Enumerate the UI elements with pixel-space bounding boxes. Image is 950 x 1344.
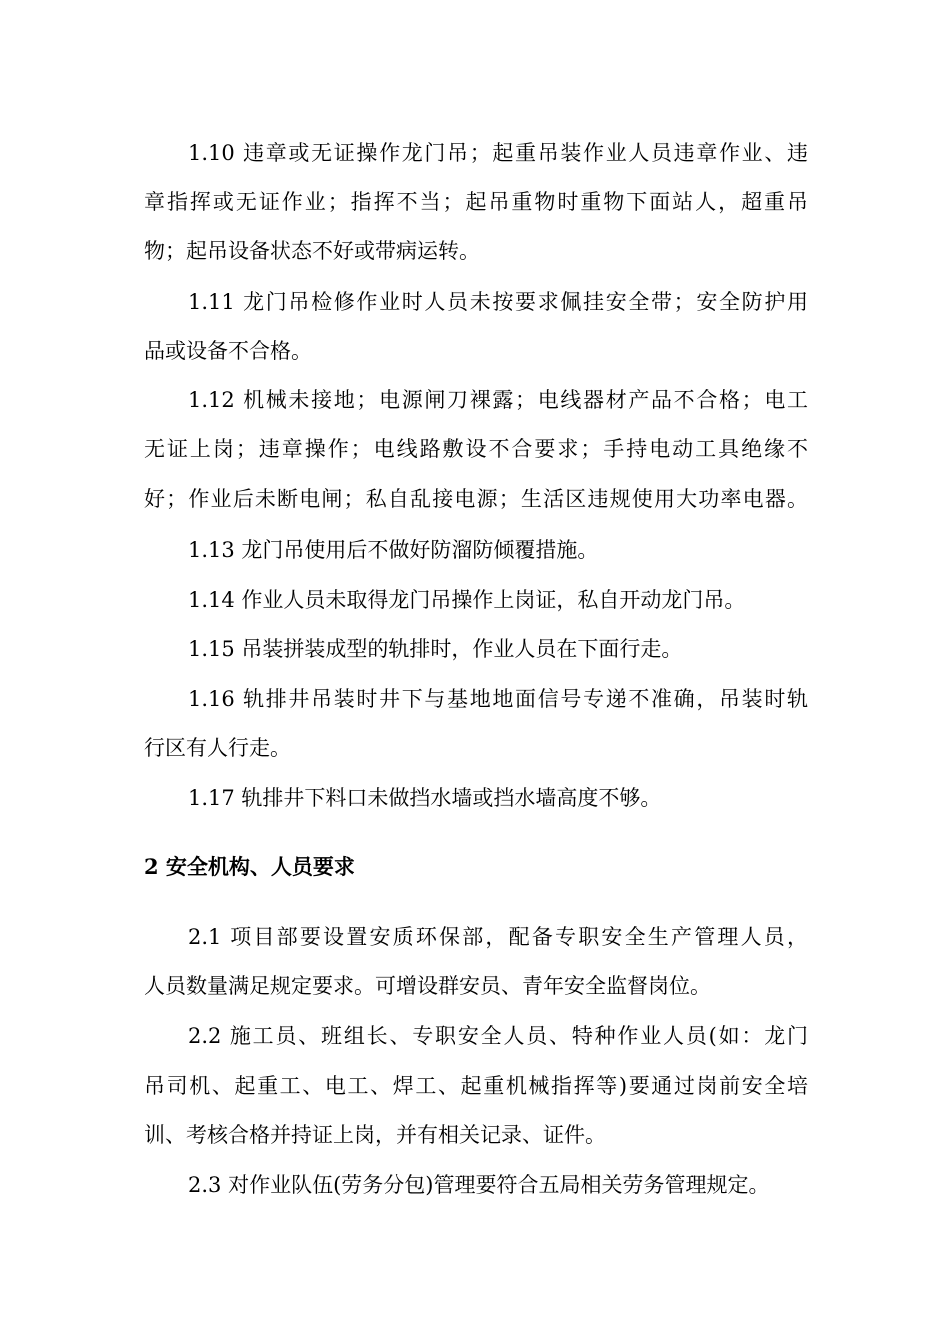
item-2-1-line-2: 人员数量满足规定要求。可增设群安员、青年安全监督岗位。: [144, 974, 711, 998]
item-1-12-line-3: 好；作业后未断电闸；私自乱接电源；生活区违规使用大功率电器。: [144, 487, 808, 511]
item-1-13: 1.13 龙门吊使用后不做好防溜防倾覆措施。: [188, 538, 599, 562]
item-1-15: 1.15 吊装拼装成型的轨排时，作业人员在下面行走。: [188, 637, 683, 661]
section-2-heading: 2 安全机构、人员要求: [144, 854, 355, 879]
item-2-2-line-1: 2.2 施工员、班组长、专职安全人员、特种作业人员(如：龙门: [188, 1024, 808, 1048]
item-1-10-line-2: 章指挥或无证作业；指挥不当；起吊重物时重物下面站人，超重吊: [144, 190, 808, 214]
item-1-11-line-1: 1.11 龙门吊检修作业时人员未按要求佩挂安全带；安全防护用: [188, 290, 808, 314]
item-1-16-line-2: 行区有人行走。: [144, 736, 291, 760]
item-2-3: 2.3 对作业队伍(劳务分包)管理要符合五局相关劳务管理规定。: [188, 1173, 770, 1197]
item-1-10-line-1: 1.10 违章或无证操作龙门吊；起重吊装作业人员违章作业、违: [188, 141, 808, 165]
item-2-2-line-3: 训、考核合格并持证上岗，并有相关记录、证件。: [144, 1123, 606, 1147]
item-2-2-line-2: 吊司机、起重工、电工、焊工、起重机械指挥等)要通过岗前安全培: [144, 1074, 808, 1098]
item-1-16-line-1: 1.16 轨排井吊装时井下与基地地面信号专递不准确，吊装时轨: [188, 687, 808, 711]
item-1-10-line-3: 物；起吊设备状态不好或带病运转。: [144, 239, 480, 263]
item-1-12-line-2: 无证上岗；违章操作；电线路敷设不合要求；手持电动工具绝缘不: [144, 437, 808, 461]
item-1-12-line-1: 1.12 机械未接地；电源闸刀裸露；电线器材产品不合格；电工: [188, 388, 808, 412]
item-2-1-line-1: 2.1 项目部要设置安质环保部，配备专职安全生产管理人员，: [188, 925, 808, 949]
item-1-14: 1.14 作业人员未取得龙门吊操作上岗证，私自开动龙门吊。: [188, 588, 746, 612]
item-1-11-line-2: 品或设备不合格。: [144, 339, 312, 363]
item-1-17: 1.17 轨排井下料口未做挡水墙或挡水墙高度不够。: [188, 786, 662, 810]
